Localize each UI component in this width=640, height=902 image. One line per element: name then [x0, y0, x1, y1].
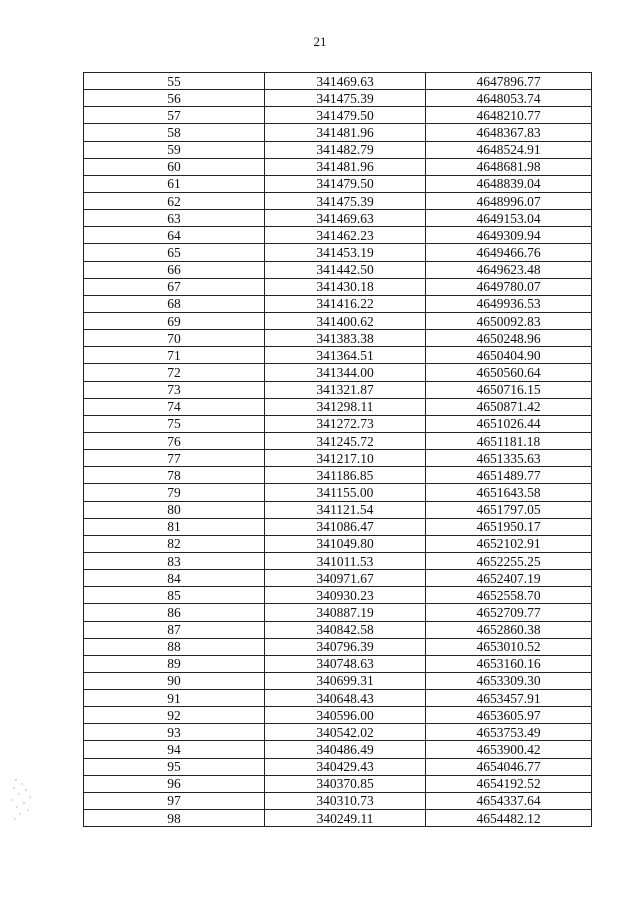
x-coordinate-cell: 340486.49	[265, 741, 426, 758]
point-number-cell: 92	[84, 707, 265, 724]
point-number-cell: 86	[84, 604, 265, 621]
x-coordinate-cell: 341155.00	[265, 484, 426, 501]
x-coordinate-cell: 341364.51	[265, 347, 426, 364]
y-coordinate-cell: 4653457.91	[426, 690, 592, 707]
table-row	[84, 655, 592, 672]
x-coordinate-cell: 341475.39	[265, 90, 426, 107]
table-row	[84, 724, 592, 741]
point-number-cell: 77	[84, 450, 265, 467]
point-number-cell: 73	[84, 381, 265, 398]
x-coordinate-cell: 341121.54	[265, 501, 426, 518]
point-number-cell: 66	[84, 261, 265, 278]
point-number-cell: 60	[84, 158, 265, 175]
x-coordinate-cell: 341186.85	[265, 467, 426, 484]
x-coordinate-cell: 340930.23	[265, 587, 426, 604]
y-coordinate-cell: 4651950.17	[426, 518, 592, 535]
x-coordinate-cell: 341475.39	[265, 192, 426, 209]
table-row	[84, 621, 592, 638]
point-number-cell: 87	[84, 621, 265, 638]
point-number-cell: 84	[84, 570, 265, 587]
point-number-cell: 93	[84, 724, 265, 741]
table-row	[84, 175, 592, 192]
point-number-cell: 81	[84, 518, 265, 535]
y-coordinate-cell: 4653010.52	[426, 638, 592, 655]
table-row	[84, 518, 592, 535]
table-row	[84, 330, 592, 347]
y-coordinate-cell: 4650404.90	[426, 347, 592, 364]
y-coordinate-cell: 4647896.77	[426, 73, 592, 90]
y-coordinate-cell: 4650560.64	[426, 364, 592, 381]
table-row	[84, 192, 592, 209]
point-number-cell: 67	[84, 278, 265, 295]
y-coordinate-cell: 4648367.83	[426, 124, 592, 141]
point-number-cell: 65	[84, 244, 265, 261]
y-coordinate-cell: 4648210.77	[426, 107, 592, 124]
x-coordinate-cell: 340370.85	[265, 775, 426, 792]
y-coordinate-cell: 4648681.98	[426, 158, 592, 175]
point-number-cell: 85	[84, 587, 265, 604]
point-number-cell: 69	[84, 312, 265, 329]
table-row	[84, 107, 592, 124]
y-coordinate-cell: 4653160.16	[426, 655, 592, 672]
table-row	[84, 261, 592, 278]
point-number-cell: 68	[84, 295, 265, 312]
table-row	[84, 90, 592, 107]
table-row	[84, 347, 592, 364]
y-coordinate-cell: 4652255.25	[426, 552, 592, 569]
y-coordinate-cell: 4649936.53	[426, 295, 592, 312]
y-coordinate-cell: 4649466.76	[426, 244, 592, 261]
x-coordinate-cell: 340748.63	[265, 655, 426, 672]
point-number-cell: 64	[84, 227, 265, 244]
y-coordinate-cell: 4649780.07	[426, 278, 592, 295]
table-row	[84, 484, 592, 501]
y-coordinate-cell: 4650871.42	[426, 398, 592, 415]
page-number: 21	[313, 34, 327, 49]
table-row	[84, 210, 592, 227]
point-number-cell: 79	[84, 484, 265, 501]
table-row	[84, 690, 592, 707]
y-coordinate-cell: 4651335.63	[426, 450, 592, 467]
x-coordinate-cell: 341442.50	[265, 261, 426, 278]
y-coordinate-cell: 4652558.70	[426, 587, 592, 604]
point-number-cell: 56	[84, 90, 265, 107]
x-coordinate-cell: 341049.80	[265, 535, 426, 552]
x-coordinate-cell: 340542.02	[265, 724, 426, 741]
table-row	[84, 364, 592, 381]
y-coordinate-cell: 4654046.77	[426, 758, 592, 775]
y-coordinate-cell: 4651489.77	[426, 467, 592, 484]
x-coordinate-cell: 341469.63	[265, 210, 426, 227]
point-number-cell: 97	[84, 792, 265, 809]
x-coordinate-cell: 341416.22	[265, 295, 426, 312]
y-coordinate-cell: 4654192.52	[426, 775, 592, 792]
point-number-cell: 98	[84, 810, 265, 827]
table-row	[84, 638, 592, 655]
x-coordinate-cell: 340648.43	[265, 690, 426, 707]
point-number-cell: 63	[84, 210, 265, 227]
point-number-cell: 72	[84, 364, 265, 381]
y-coordinate-cell: 4653900.42	[426, 741, 592, 758]
table-row	[84, 432, 592, 449]
point-number-cell: 94	[84, 741, 265, 758]
y-coordinate-cell: 4654337.64	[426, 792, 592, 809]
y-coordinate-cell: 4653605.97	[426, 707, 592, 724]
table-row	[84, 707, 592, 724]
x-coordinate-cell: 340429.43	[265, 758, 426, 775]
point-number-cell: 70	[84, 330, 265, 347]
y-coordinate-cell: 4653309.30	[426, 672, 592, 689]
x-coordinate-cell: 340887.19	[265, 604, 426, 621]
x-coordinate-cell: 341469.63	[265, 73, 426, 90]
table-row	[84, 141, 592, 158]
y-coordinate-cell: 4651181.18	[426, 432, 592, 449]
table-row	[84, 244, 592, 261]
y-coordinate-cell: 4648053.74	[426, 90, 592, 107]
x-coordinate-cell: 341430.18	[265, 278, 426, 295]
x-coordinate-cell: 341321.87	[265, 381, 426, 398]
table-row	[84, 672, 592, 689]
y-coordinate-cell: 4650092.83	[426, 312, 592, 329]
table-row	[84, 295, 592, 312]
point-number-cell: 62	[84, 192, 265, 209]
x-coordinate-cell: 341086.47	[265, 518, 426, 535]
y-coordinate-cell: 4648996.07	[426, 192, 592, 209]
table-row	[84, 467, 592, 484]
table-row	[84, 312, 592, 329]
table-row	[84, 535, 592, 552]
table-row	[84, 398, 592, 415]
point-number-cell: 82	[84, 535, 265, 552]
point-number-cell: 58	[84, 124, 265, 141]
table-row	[84, 604, 592, 621]
x-coordinate-cell: 341344.00	[265, 364, 426, 381]
x-coordinate-cell: 341481.96	[265, 158, 426, 175]
x-coordinate-cell: 340249.11	[265, 810, 426, 827]
x-coordinate-cell: 341217.10	[265, 450, 426, 467]
y-coordinate-cell: 4649623.48	[426, 261, 592, 278]
x-coordinate-cell: 341479.50	[265, 175, 426, 192]
table-row	[84, 278, 592, 295]
point-number-cell: 95	[84, 758, 265, 775]
point-number-cell: 90	[84, 672, 265, 689]
table-row	[84, 810, 592, 827]
y-coordinate-cell: 4652407.19	[426, 570, 592, 587]
table-row	[84, 792, 592, 809]
table-row	[84, 501, 592, 518]
point-number-cell: 71	[84, 347, 265, 364]
y-coordinate-cell: 4650716.15	[426, 381, 592, 398]
table-row	[84, 775, 592, 792]
x-coordinate-cell: 341482.79	[265, 141, 426, 158]
coordinates-table	[83, 72, 592, 827]
x-coordinate-cell: 341298.11	[265, 398, 426, 415]
table-row	[84, 552, 592, 569]
x-coordinate-cell: 340596.00	[265, 707, 426, 724]
point-number-cell: 59	[84, 141, 265, 158]
table-row	[84, 570, 592, 587]
y-coordinate-cell: 4652860.38	[426, 621, 592, 638]
x-coordinate-cell: 341272.73	[265, 415, 426, 432]
point-number-cell: 89	[84, 655, 265, 672]
table-row	[84, 124, 592, 141]
table-row	[84, 381, 592, 398]
point-number-cell: 83	[84, 552, 265, 569]
point-number-cell: 75	[84, 415, 265, 432]
x-coordinate-cell: 341245.72	[265, 432, 426, 449]
x-coordinate-cell: 341453.19	[265, 244, 426, 261]
x-coordinate-cell: 341462.23	[265, 227, 426, 244]
x-coordinate-cell: 341479.50	[265, 107, 426, 124]
table-row	[84, 741, 592, 758]
point-number-cell: 57	[84, 107, 265, 124]
table-row	[84, 158, 592, 175]
point-number-cell: 78	[84, 467, 265, 484]
y-coordinate-cell: 4652709.77	[426, 604, 592, 621]
y-coordinate-cell: 4652102.91	[426, 535, 592, 552]
x-coordinate-cell: 341400.62	[265, 312, 426, 329]
point-number-cell: 61	[84, 175, 265, 192]
point-number-cell: 55	[84, 73, 265, 90]
y-coordinate-cell: 4653753.49	[426, 724, 592, 741]
point-number-cell: 76	[84, 432, 265, 449]
table-row	[84, 415, 592, 432]
y-coordinate-cell: 4654482.12	[426, 810, 592, 827]
x-coordinate-cell: 340796.39	[265, 638, 426, 655]
y-coordinate-cell: 4651643.58	[426, 484, 592, 501]
x-coordinate-cell: 341011.53	[265, 552, 426, 569]
point-number-cell: 80	[84, 501, 265, 518]
point-number-cell: 74	[84, 398, 265, 415]
table-row	[84, 758, 592, 775]
point-number-cell: 96	[84, 775, 265, 792]
y-coordinate-cell: 4651026.44	[426, 415, 592, 432]
x-coordinate-cell: 341383.38	[265, 330, 426, 347]
x-coordinate-cell: 340310.73	[265, 792, 426, 809]
y-coordinate-cell: 4650248.96	[426, 330, 592, 347]
scan-speckle-mark	[6, 776, 46, 826]
y-coordinate-cell: 4651797.05	[426, 501, 592, 518]
x-coordinate-cell: 340971.67	[265, 570, 426, 587]
y-coordinate-cell: 4649153.04	[426, 210, 592, 227]
table-row	[84, 73, 592, 90]
x-coordinate-cell: 341481.96	[265, 124, 426, 141]
y-coordinate-cell: 4648524.91	[426, 141, 592, 158]
y-coordinate-cell: 4649309.94	[426, 227, 592, 244]
table-row	[84, 450, 592, 467]
point-number-cell: 91	[84, 690, 265, 707]
y-coordinate-cell: 4648839.04	[426, 175, 592, 192]
table-row	[84, 587, 592, 604]
x-coordinate-cell: 340699.31	[265, 672, 426, 689]
table-row	[84, 227, 592, 244]
point-number-cell: 88	[84, 638, 265, 655]
coordinates-table-body	[84, 73, 592, 827]
x-coordinate-cell: 340842.58	[265, 621, 426, 638]
